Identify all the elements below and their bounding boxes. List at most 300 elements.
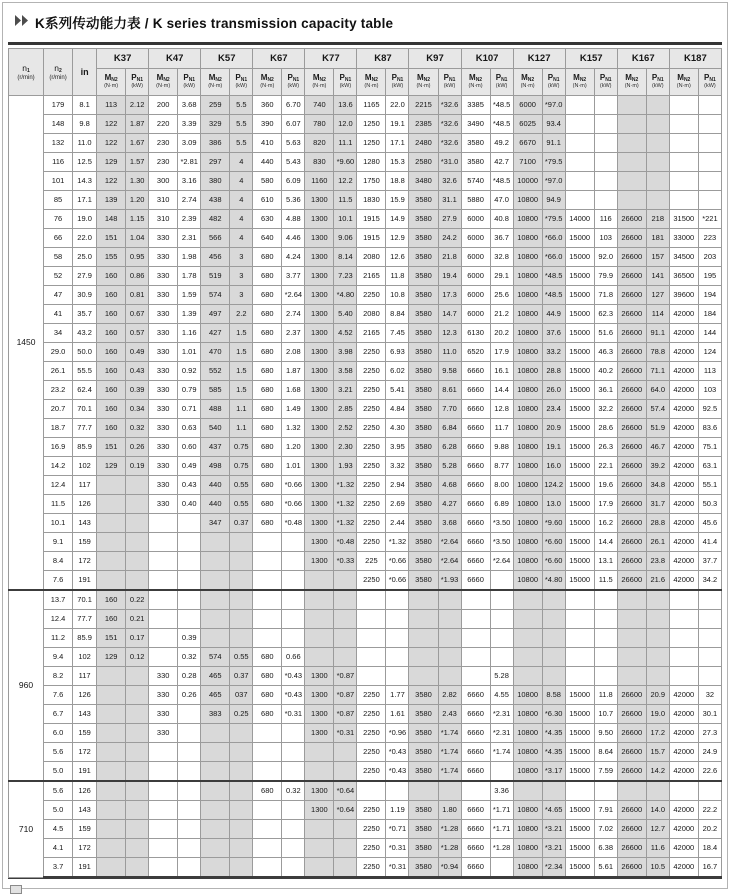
cell-K97-pn1: *32.6 (438, 115, 461, 134)
cell-K67-mn2 (253, 820, 282, 839)
cell-K127-pn1: *48.5 (542, 267, 565, 286)
cell-K77-pn1 (334, 610, 357, 629)
cell-K187-mn2: 39600 (669, 286, 698, 305)
cell-K67-mn2: 410 (253, 134, 282, 153)
cell-K37-pn1: 0.86 (126, 267, 149, 286)
cell-n2: 26.1 (44, 362, 73, 381)
cell-K37-pn1 (126, 839, 149, 858)
cell-ratio: 159 (73, 820, 97, 839)
cell-K77-pn1: 2.85 (334, 400, 357, 419)
cell-K97-pn1: *1.93 (438, 571, 461, 591)
table-row (9, 419, 722, 438)
cell-K107-pn1: *1.28 (490, 839, 513, 858)
cell-n2: 179 (44, 96, 73, 115)
cell-K157-mn2: 15000 (565, 248, 594, 267)
cell-K67-mn2: 680 (253, 362, 282, 381)
cell-K97-pn1: 7.70 (438, 400, 461, 419)
cell-K127-pn1: 33.2 (542, 343, 565, 362)
cell-n2: 101 (44, 172, 73, 191)
cell-K87-pn1: 3.95 (386, 438, 409, 457)
table-row (9, 648, 722, 667)
cell-ratio: 12.5 (73, 153, 97, 172)
cell-K57-mn2: 470 (201, 343, 230, 362)
cell-K77-pn1: *0.87 (334, 705, 357, 724)
cell-K47-pn1: 1.39 (178, 305, 201, 324)
cell-K127-pn1: *6.60 (542, 533, 565, 552)
cell-K57-pn1: 0.37 (230, 514, 253, 533)
cell-K57-pn1: 0.75 (230, 457, 253, 476)
cell-K97-pn1: 19.4 (438, 267, 461, 286)
cell-K167-pn1: 31.7 (646, 495, 669, 514)
cell-K157-pn1 (594, 96, 617, 115)
cell-K57-mn2: 386 (201, 134, 230, 153)
cell-K157-mn2 (565, 96, 594, 115)
cell-K187-pn1: 55.1 (698, 476, 721, 495)
cell-K187-mn2 (669, 590, 698, 610)
cell-K157-pn1: 7.02 (594, 820, 617, 839)
cell-K87-pn1: 6.93 (386, 343, 409, 362)
subcol-header-mn2-K77: $M_{N2}$ (N·m) (305, 69, 334, 96)
cell-K77-pn1 (334, 648, 357, 667)
cell-K77-mn2: 830 (305, 153, 334, 172)
cell-K157-pn1: 79.9 (594, 267, 617, 286)
col-header-K127: K127 (513, 49, 565, 69)
cell-K77-pn1: *1.32 (334, 495, 357, 514)
cell-K157-pn1: 36.1 (594, 381, 617, 400)
cell-K97-mn2: 3580 (409, 533, 438, 552)
cell-K57-pn1: 5.5 (230, 115, 253, 134)
cell-K107-mn2: 6660 (461, 724, 490, 743)
cell-K127-mn2: 10800 (513, 267, 542, 286)
cell-K47-mn2 (149, 743, 178, 762)
cell-K47-pn1: 3.68 (178, 96, 201, 115)
cell-K37-mn2: 122 (97, 115, 126, 134)
cell-K157-mn2: 15000 (565, 400, 594, 419)
cell-K87-pn1: 12.9 (386, 229, 409, 248)
cell-K57-pn1: 5.5 (230, 96, 253, 115)
cell-K167-pn1 (646, 96, 669, 115)
cell-K37-mn2: 122 (97, 134, 126, 153)
cell-K37-pn1 (126, 495, 149, 514)
cell-K87-pn1: 2.69 (386, 495, 409, 514)
cell-K37-pn1: 1.67 (126, 134, 149, 153)
cell-K47-pn1 (178, 533, 201, 552)
cell-K37-mn2: 129 (97, 153, 126, 172)
cell-K57-mn2: 574 (201, 648, 230, 667)
cell-K127-mn2: 10800 (513, 457, 542, 476)
cell-K167-pn1: 14.0 (646, 801, 669, 820)
cell-K87-mn2: 2250 (357, 705, 386, 724)
subcol-header-pn1-K67: $P_{N1}$ (kW) (282, 69, 305, 96)
cell-K157-pn1 (594, 781, 617, 801)
cell-K187-mn2 (669, 153, 698, 172)
cell-ratio: 143 (73, 801, 97, 820)
cell-K77-mn2: 1300 (305, 476, 334, 495)
cell-K77-pn1: 1.93 (334, 457, 357, 476)
cell-K87-pn1: 3.32 (386, 457, 409, 476)
cell-K107-mn2: 6660 (461, 858, 490, 878)
cell-K57-mn2 (201, 629, 230, 648)
cell-K167-mn2 (617, 96, 646, 115)
cell-K57-pn1: 5.5 (230, 134, 253, 153)
cell-K97-pn1 (438, 590, 461, 610)
cell-K157-mn2: 15000 (565, 267, 594, 286)
cell-K157-mn2 (565, 172, 594, 191)
cell-n2: 6.0 (44, 724, 73, 743)
col-header-K157: K157 (565, 49, 617, 69)
cell-K87-mn2: 1915 (357, 210, 386, 229)
cell-K187-mn2: 36500 (669, 267, 698, 286)
cell-K57-pn1: 4 (230, 210, 253, 229)
cell-ratio: 62.4 (73, 381, 97, 400)
cell-K107-mn2: 6660 (461, 495, 490, 514)
cell-K187-pn1: 195 (698, 267, 721, 286)
table-row (9, 343, 722, 362)
cell-K127-pn1: 94.9 (542, 191, 565, 210)
cell-K187-mn2: 42000 (669, 552, 698, 571)
cell-K67-mn2: 440 (253, 153, 282, 172)
cell-K67-pn1 (282, 590, 305, 610)
cell-K37-mn2: 160 (97, 400, 126, 419)
cell-K37-mn2: 160 (97, 343, 126, 362)
cell-K187-mn2 (669, 134, 698, 153)
cell-K87-pn1: 1.61 (386, 705, 409, 724)
cell-K37-pn1 (126, 724, 149, 743)
cell-K157-pn1: 116 (594, 210, 617, 229)
cell-K187-mn2: 42000 (669, 419, 698, 438)
cell-K37-pn1: 1.20 (126, 191, 149, 210)
cell-K157-pn1: 46.3 (594, 343, 617, 362)
cell-K37-pn1: 0.26 (126, 438, 149, 457)
cell-ratio: 85.9 (73, 438, 97, 457)
subcol-header-pn1-K127: $P_{N1}$ (kW) (542, 69, 565, 96)
cell-K37-mn2: 148 (97, 210, 126, 229)
cell-K67-mn2: 680 (253, 248, 282, 267)
table-row (9, 571, 722, 591)
cell-K87-pn1: *1.32 (386, 533, 409, 552)
cell-K187-mn2: 42000 (669, 858, 698, 878)
cell-K77-mn2: 740 (305, 96, 334, 115)
cell-K47-pn1: 3.16 (178, 172, 201, 191)
cell-K107-pn1: *2.31 (490, 705, 513, 724)
cell-K187-mn2: 42000 (669, 324, 698, 343)
cell-K57-mn2: 482 (201, 210, 230, 229)
cell-K187-pn1 (698, 115, 721, 134)
cell-ratio: 22.0 (73, 229, 97, 248)
cell-K37-mn2 (97, 495, 126, 514)
subcol-header-mn2-K57: $M_{N2}$ (N·m) (201, 69, 230, 96)
cell-K107-pn1 (490, 590, 513, 610)
cell-K57-pn1: 3 (230, 267, 253, 286)
cell-K47-pn1: 1.78 (178, 267, 201, 286)
cell-K77-pn1 (334, 820, 357, 839)
cell-K107-mn2: 6660 (461, 457, 490, 476)
table-row (9, 781, 722, 801)
cell-K157-mn2: 15000 (565, 495, 594, 514)
cell-K107-pn1: 29.1 (490, 267, 513, 286)
cell-K187-mn2 (669, 115, 698, 134)
table-row (9, 495, 722, 514)
col-header-n2: $n_2$ (r/min) (44, 49, 73, 96)
cell-K157-pn1: 28.6 (594, 419, 617, 438)
cell-K97-mn2 (409, 781, 438, 801)
cell-K127-mn2: 10800 (513, 381, 542, 400)
cell-K157-mn2: 15000 (565, 514, 594, 533)
cell-ratio: 159 (73, 533, 97, 552)
cell-K87-pn1 (386, 610, 409, 629)
cell-K157-pn1 (594, 667, 617, 686)
cell-K37-pn1: 1.87 (126, 115, 149, 134)
cell-K107-mn2 (461, 629, 490, 648)
cell-K37-mn2: 160 (97, 324, 126, 343)
cell-K67-pn1: *0.31 (282, 705, 305, 724)
cell-K87-mn2: 2250 (357, 820, 386, 839)
cell-K167-mn2: 26600 (617, 210, 646, 229)
cell-K37-pn1 (126, 476, 149, 495)
cell-n2: 6.7 (44, 705, 73, 724)
cell-K127-pn1: *3.21 (542, 820, 565, 839)
cell-K37-mn2: 160 (97, 381, 126, 400)
cell-K157-mn2 (565, 781, 594, 801)
cell-K57-pn1: 4 (230, 153, 253, 172)
cell-K157-pn1: 14.4 (594, 533, 617, 552)
cell-K97-mn2: 3580 (409, 724, 438, 743)
col-header-K107: K107 (461, 49, 513, 69)
cell-K167-pn1: 39.2 (646, 457, 669, 476)
cell-K167-mn2: 26600 (617, 514, 646, 533)
col-header-n1: $n_1$ (r/min) (9, 49, 44, 96)
cell-K47-mn2: 330 (149, 476, 178, 495)
cell-K87-mn2: 2080 (357, 305, 386, 324)
cell-K167-mn2 (617, 172, 646, 191)
cell-K127-mn2: 10800 (513, 801, 542, 820)
cell-K77-mn2 (305, 762, 334, 782)
cell-K127-mn2: 10800 (513, 210, 542, 229)
cell-K187-pn1: 18.4 (698, 839, 721, 858)
cell-K77-mn2: 1300 (305, 705, 334, 724)
cell-n2: 10.1 (44, 514, 73, 533)
cell-ratio: 50.0 (73, 343, 97, 362)
cell-K97-pn1: *1.74 (438, 724, 461, 743)
cell-K167-mn2: 26600 (617, 705, 646, 724)
cell-K187-pn1: 20.2 (698, 820, 721, 839)
cell-K67-mn2: 680 (253, 343, 282, 362)
table-row (9, 724, 722, 743)
cell-K37-mn2 (97, 705, 126, 724)
cell-K77-pn1: *0.87 (334, 686, 357, 705)
cell-K127-mn2: 10800 (513, 438, 542, 457)
cell-K167-pn1: 114 (646, 305, 669, 324)
cell-K107-pn1 (490, 610, 513, 629)
cell-K157-mn2: 15000 (565, 419, 594, 438)
cell-K167-pn1 (646, 590, 669, 610)
cell-K107-mn2: 3580 (461, 134, 490, 153)
cell-K97-pn1: 2.43 (438, 705, 461, 724)
cell-K87-pn1: 1.19 (386, 801, 409, 820)
cell-K67-pn1: *0.43 (282, 686, 305, 705)
cell-K157-pn1: 40.2 (594, 362, 617, 381)
cell-K157-pn1: 103 (594, 229, 617, 248)
cell-K97-mn2: 3580 (409, 229, 438, 248)
cell-K167-pn1: 46.7 (646, 438, 669, 457)
cell-K167-pn1: 15.7 (646, 743, 669, 762)
cell-K67-pn1: *0.43 (282, 667, 305, 686)
cell-K167-pn1: 20.9 (646, 686, 669, 705)
cell-K127-mn2: 10800 (513, 362, 542, 381)
cell-K67-mn2 (253, 801, 282, 820)
cell-ratio: 191 (73, 571, 97, 591)
cell-K87-pn1: 2.94 (386, 476, 409, 495)
cell-K47-mn2: 310 (149, 191, 178, 210)
cell-n2: 5.0 (44, 801, 73, 820)
cell-K67-pn1: 3.77 (282, 267, 305, 286)
cell-K157-pn1 (594, 629, 617, 648)
cell-K187-mn2 (669, 648, 698, 667)
cell-K167-pn1 (646, 781, 669, 801)
cell-K37-pn1: 0.32 (126, 419, 149, 438)
cell-K47-pn1: 0.92 (178, 362, 201, 381)
cell-K157-pn1: 62.3 (594, 305, 617, 324)
cell-K157-pn1: 11.5 (594, 571, 617, 591)
cell-K57-pn1: 4 (230, 172, 253, 191)
cell-K57-mn2: 498 (201, 457, 230, 476)
cell-n2: 9.4 (44, 648, 73, 667)
cell-K77-mn2: 1300 (305, 724, 334, 743)
cell-K77-mn2 (305, 590, 334, 610)
cell-K167-pn1 (646, 629, 669, 648)
cell-K87-pn1: 5.41 (386, 381, 409, 400)
cell-K167-mn2: 26600 (617, 381, 646, 400)
cell-K77-mn2 (305, 743, 334, 762)
cell-K157-pn1: 22.1 (594, 457, 617, 476)
cell-K167-mn2: 26600 (617, 724, 646, 743)
cell-K97-pn1: *32.6 (438, 134, 461, 153)
cell-K77-mn2: 1300 (305, 343, 334, 362)
cell-K167-mn2 (617, 781, 646, 801)
cell-K167-pn1: 21.6 (646, 571, 669, 591)
cell-K187-mn2: 42000 (669, 495, 698, 514)
cell-K37-pn1 (126, 858, 149, 878)
cell-K47-mn2: 330 (149, 286, 178, 305)
cell-K127-mn2: 10800 (513, 495, 542, 514)
cell-K87-mn2 (357, 667, 386, 686)
cell-K87-pn1: *0.66 (386, 571, 409, 591)
cell-K167-mn2: 26600 (617, 400, 646, 419)
cell-K77-mn2: 1300 (305, 419, 334, 438)
cell-K97-pn1: 21.8 (438, 248, 461, 267)
cell-K77-pn1 (334, 743, 357, 762)
cell-K97-pn1: 9.58 (438, 362, 461, 381)
cell-K167-mn2 (617, 134, 646, 153)
cell-K187-mn2 (669, 191, 698, 210)
cell-K57-mn2 (201, 590, 230, 610)
cell-K87-mn2: 2250 (357, 495, 386, 514)
table-row (9, 362, 722, 381)
cell-K77-pn1: 11.1 (334, 134, 357, 153)
cell-K167-mn2: 26600 (617, 476, 646, 495)
cell-K57-mn2: 465 (201, 667, 230, 686)
cell-K57-mn2: 519 (201, 267, 230, 286)
cell-K97-mn2: 3580 (409, 381, 438, 400)
cell-K127-pn1 (542, 667, 565, 686)
cell-K87-mn2: 2250 (357, 686, 386, 705)
cell-ratio: 35.7 (73, 305, 97, 324)
cell-K167-mn2: 26600 (617, 324, 646, 343)
cell-K67-mn2: 360 (253, 96, 282, 115)
cell-K167-pn1 (646, 172, 669, 191)
cell-K67-mn2 (253, 858, 282, 878)
cell-K127-mn2: 10800 (513, 686, 542, 705)
cell-K157-mn2: 15000 (565, 858, 594, 878)
cell-K107-pn1: *1.71 (490, 801, 513, 820)
cell-K97-pn1: 32.6 (438, 172, 461, 191)
cell-K47-mn2: 330 (149, 495, 178, 514)
cell-K67-mn2: 680 (253, 476, 282, 495)
cell-K37-mn2 (97, 820, 126, 839)
cell-K187-mn2: 42000 (669, 514, 698, 533)
cell-K107-mn2 (461, 610, 490, 629)
cell-K107-pn1: 17.9 (490, 343, 513, 362)
col-header-K87: K87 (357, 49, 409, 69)
cell-K37-mn2 (97, 858, 126, 878)
cell-K47-pn1: 1.16 (178, 324, 201, 343)
cell-K157-mn2: 15000 (565, 305, 594, 324)
cell-K87-pn1: 8.84 (386, 305, 409, 324)
cell-K77-mn2: 1300 (305, 381, 334, 400)
cell-K47-pn1: 0.60 (178, 438, 201, 457)
cell-K67-mn2: 640 (253, 229, 282, 248)
cell-K127-mn2: 10800 (513, 533, 542, 552)
top-rule (8, 42, 722, 45)
cell-K67-mn2: 680 (253, 648, 282, 667)
cell-n2: 5.6 (44, 743, 73, 762)
subcol-header-mn2-K127: $M_{N2}$ (N·m) (513, 69, 542, 96)
cell-K167-pn1: 181 (646, 229, 669, 248)
cell-K127-mn2: 10800 (513, 476, 542, 495)
cell-K127-pn1: 16.0 (542, 457, 565, 476)
cell-K157-pn1: 51.6 (594, 324, 617, 343)
cell-K57-mn2: 297 (201, 153, 230, 172)
cell-K77-pn1: 9.06 (334, 229, 357, 248)
cell-K187-pn1: 144 (698, 324, 721, 343)
cell-K157-pn1 (594, 153, 617, 172)
table-row (9, 172, 722, 191)
cell-K67-mn2 (253, 629, 282, 648)
cell-K47-pn1 (178, 762, 201, 782)
cell-K167-pn1: 91.1 (646, 324, 669, 343)
cell-K67-mn2: 680 (253, 686, 282, 705)
cell-K77-pn1 (334, 839, 357, 858)
cell-K87-pn1: 4.30 (386, 419, 409, 438)
cell-K107-mn2: 6000 (461, 248, 490, 267)
cell-K187-pn1: 37.7 (698, 552, 721, 571)
page-title: K系列传动能力表 / K series transmission capacity table (35, 16, 394, 31)
cell-K77-pn1: *0.64 (334, 801, 357, 820)
cell-K87-pn1: *0.43 (386, 743, 409, 762)
cell-K67-pn1: 1.49 (282, 400, 305, 419)
cell-K157-pn1 (594, 134, 617, 153)
cell-K47-pn1: 0.79 (178, 381, 201, 400)
cell-K127-mn2: 10800 (513, 724, 542, 743)
cell-K77-pn1: 2.30 (334, 438, 357, 457)
cell-ratio: 14.3 (73, 172, 97, 191)
cell-K57-mn2: 574 (201, 286, 230, 305)
cell-K127-pn1: *3.17 (542, 762, 565, 782)
group-label-n1: 1450 (9, 96, 44, 591)
cell-K47-mn2 (149, 839, 178, 858)
cell-K47-mn2: 330 (149, 400, 178, 419)
col-header-K67: K67 (253, 49, 305, 69)
